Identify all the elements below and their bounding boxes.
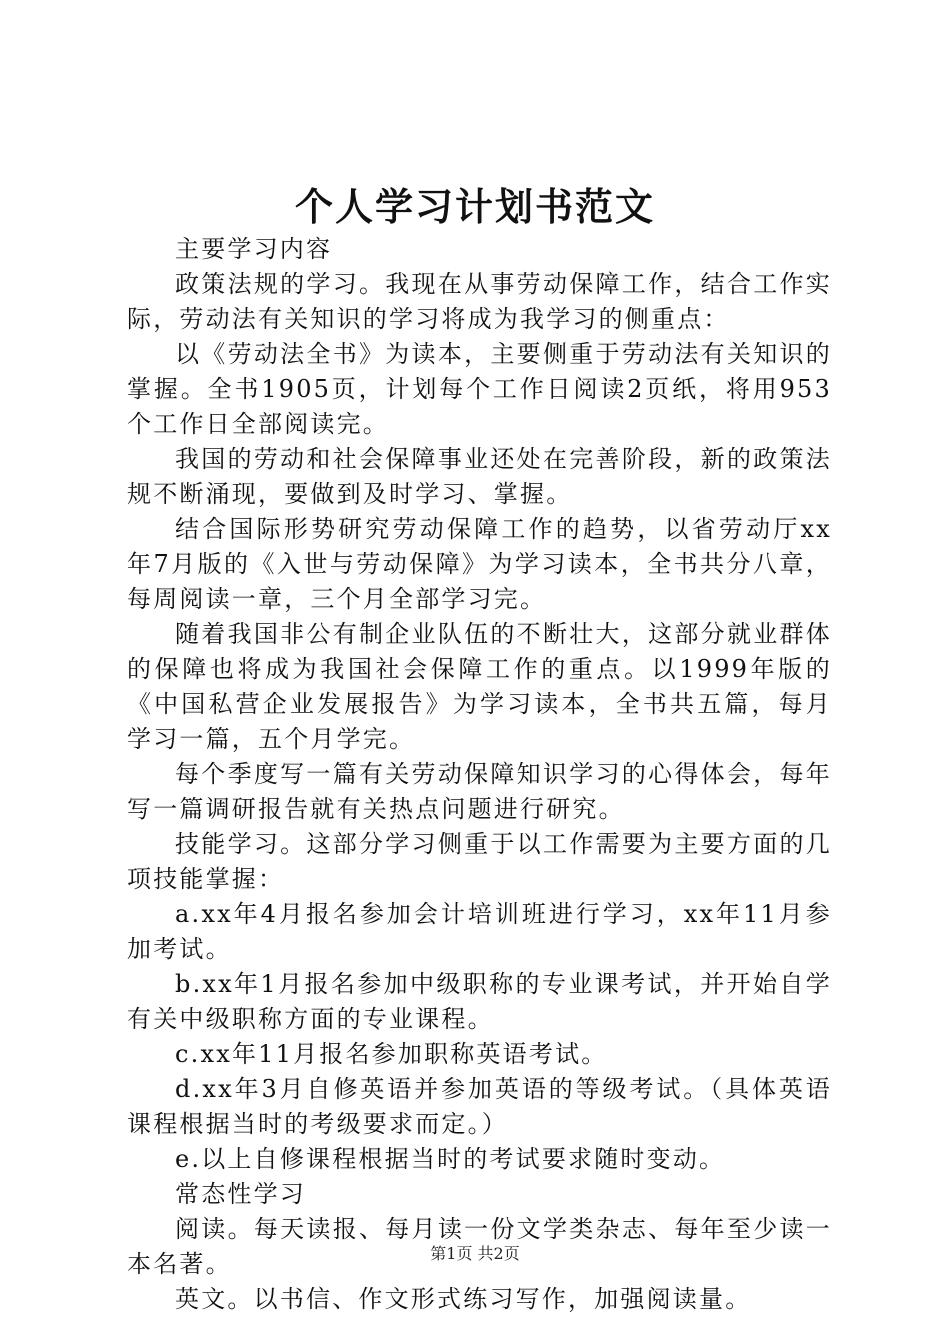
paragraph: e.以上自修课程根据当时的考试要求随时变动。 bbox=[175, 1145, 726, 1173]
paragraph: d.xx年3月自修英语并参加英语的等级考试。（具体英语课程根据当时的考级要求而定。） bbox=[127, 1075, 832, 1138]
page-footer: 第1页 共2页 bbox=[430, 1244, 520, 1263]
paragraph: 英文。以书信、作文形式练习写作，加强阅读量。 bbox=[175, 1285, 752, 1313]
paragraph: 主要学习内容 bbox=[175, 235, 333, 263]
paragraph: 随着我国非公有制企业队伍的不断壮大，这部分就业群体的保障也将成为我国社会保障工作的重点。以1999年版的《中国私营企业发展报告》为学习读本，全书共五篇，每月学习一篇，五个月学完。 bbox=[127, 620, 832, 753]
paragraph: a.xx年4月报名参加会计培训班进行学习，xx年11月参加考试。 bbox=[127, 900, 832, 963]
document-title: 个人学习计划书范文 bbox=[294, 184, 655, 229]
paragraph: c.xx年11月报名参加职称英语考试。 bbox=[175, 1040, 608, 1068]
document-body bbox=[127, 232, 832, 1317]
paragraph: 阅读。每天读报、每月读一份文学类杂志、每年至少读一本名著。 bbox=[127, 1215, 832, 1278]
paragraph: 以《劳动法全书》为读本，主要侧重于劳动法有关知识的掌握。全书1905页，计划每个工作日阅读2页纸，将用953个工作日全部阅读完。 bbox=[127, 340, 832, 438]
paragraph: 我国的劳动和社会保障事业还处在完善阶段，新的政策法规不断涌现，要做到及时学习、掌握。 bbox=[127, 445, 832, 508]
paragraph: 常态性学习 bbox=[175, 1180, 306, 1208]
paragraph: 结合国际形势研究劳动保障工作的趋势，以省劳动厅xx年7月版的《入世与劳动保障》为学习读本，全书共分八章，每周阅读一章，三个月全部学习完。 bbox=[127, 515, 832, 613]
paragraph: 每个季度写一篇有关劳动保障知识学习的心得体会，每年写一篇调研报告就有关热点问题进行研究。 bbox=[127, 760, 832, 823]
paragraph: b.xx年1月报名参加中级职称的专业课考试，并开始自学有关中级职称方面的专业课程。 bbox=[127, 970, 832, 1033]
paragraph: 技能学习。这部分学习侧重于以工作需要为主要方面的几项技能掌握： bbox=[127, 830, 832, 893]
paragraph: 政策法规的学习。我现在从事劳动保障工作，结合工作实际，劳动法有关知识的学习将成为我学习的侧重点： bbox=[127, 270, 832, 333]
